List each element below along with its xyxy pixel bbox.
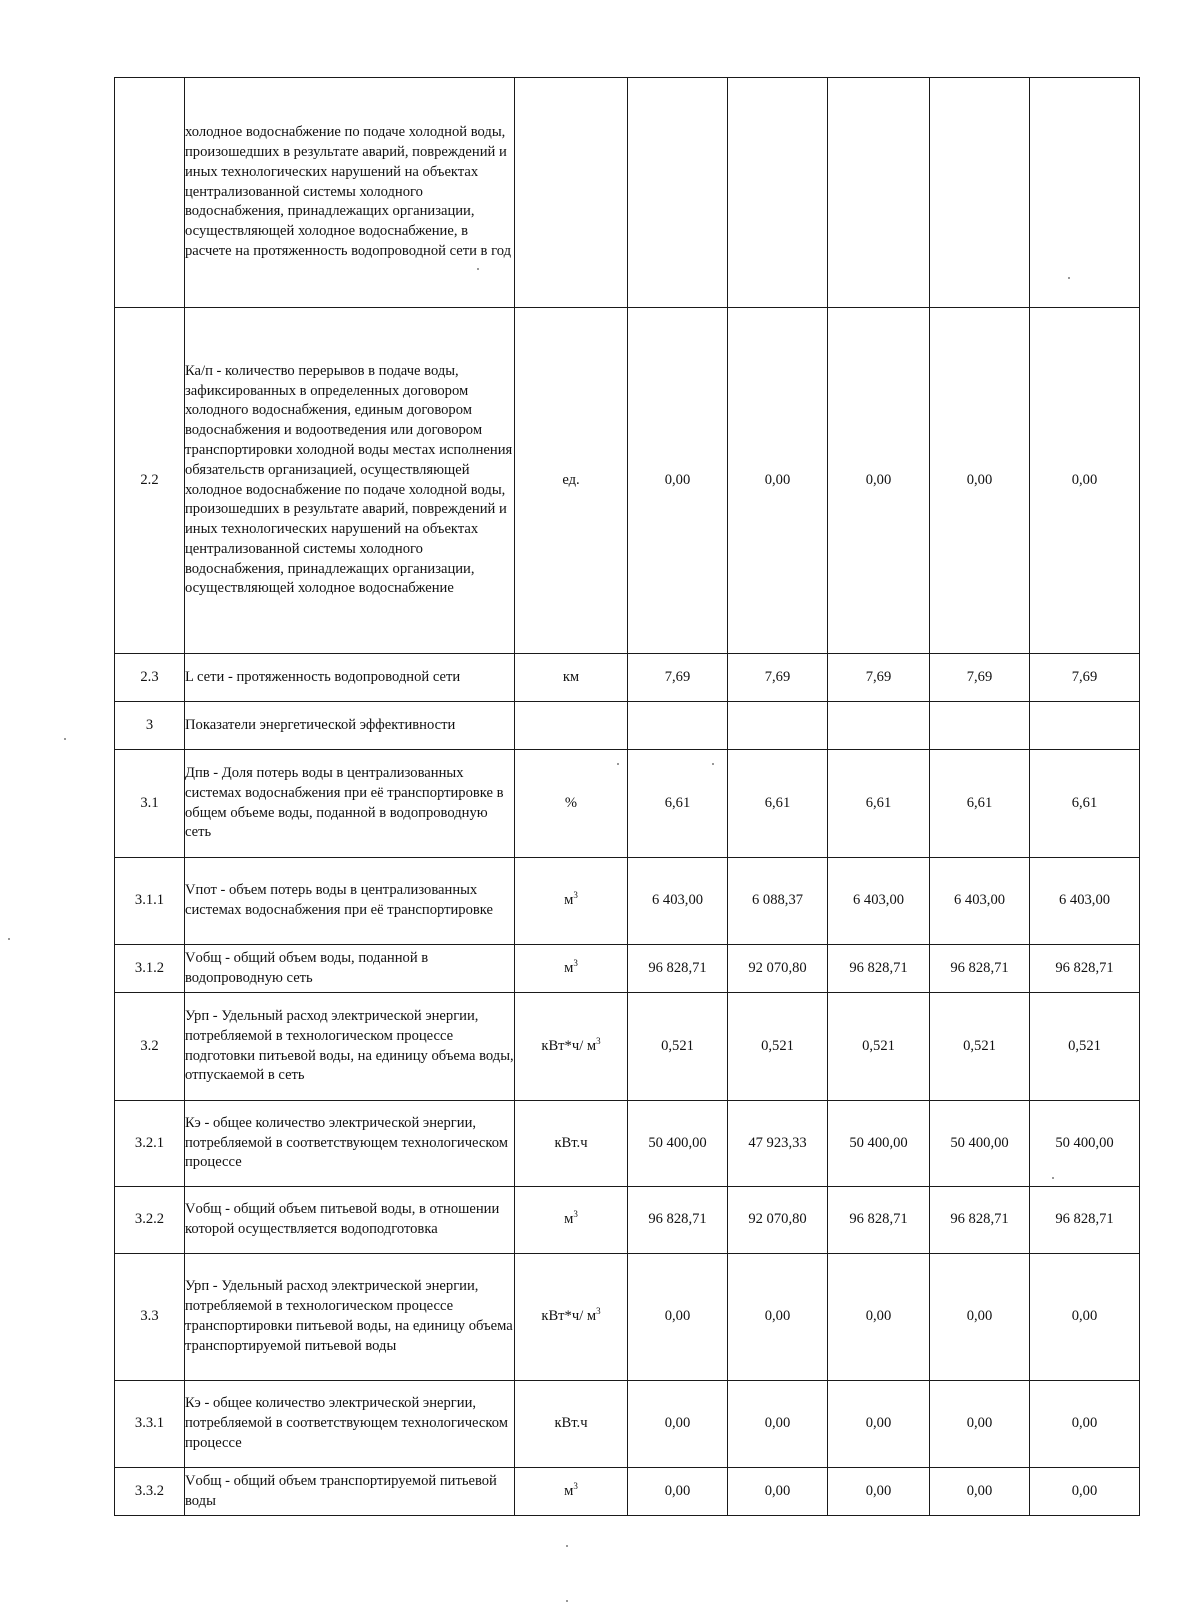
value-cell-3: 0,00 (828, 1381, 930, 1468)
value-cell-4: 96 828,71 (930, 945, 1030, 993)
unit-label: ед. (562, 471, 580, 488)
table-row (115, 308, 1140, 654)
row-number-cell: 3.3.2 (115, 1468, 185, 1516)
value-cell-2: 92 070,80 (728, 1187, 828, 1254)
value-cell-3: 50 400,00 (828, 1101, 930, 1187)
row-number-cell: 3.2 (115, 993, 185, 1101)
value-cell-2: 7,69 (728, 654, 828, 702)
unit-superscript: 3 (596, 1306, 601, 1317)
value-cell-1 (628, 78, 728, 308)
value-cell-4: 6,61 (930, 750, 1030, 858)
unit-superscript: 3 (573, 1209, 578, 1220)
indicators-table (114, 77, 1140, 1516)
indicator-description-cell: Урп - Удельный расход электрической энергии, потребляемой в технологическом процессе подготовки питьевой воды, на единицу объема воды, отпускаемой в сеть (185, 993, 515, 1101)
indicator-description-cell: L сети - протяженность водопроводной сети (185, 654, 515, 702)
row-number-cell: 3.1 (115, 750, 185, 858)
table-row (115, 858, 1140, 945)
unit-label: м (564, 959, 574, 976)
value-cell-4 (930, 78, 1030, 308)
unit-superscript: 3 (573, 957, 578, 968)
table-row (115, 1101, 1140, 1187)
unit-label: кВт.ч (554, 1415, 588, 1432)
value-cell-4 (930, 702, 1030, 750)
value-cell-5: 96 828,71 (1030, 1187, 1140, 1254)
value-cell-1: 0,00 (628, 1381, 728, 1468)
value-cell-2: 6 088,37 (728, 858, 828, 945)
value-cell-5: 0,00 (1030, 1468, 1140, 1516)
value-cell-3: 0,521 (828, 993, 930, 1101)
scan-speck (1052, 1177, 1054, 1179)
value-cell-1: 0,00 (628, 1468, 728, 1516)
indicator-description-cell: Дпв - Доля потерь воды в централизованных системах водоснабжения при её транспортировке в общем объеме воды, поданной в водопроводную сеть (185, 750, 515, 858)
table-row (115, 1187, 1140, 1254)
unit-cell (515, 1254, 628, 1381)
table-row (115, 945, 1140, 993)
value-cell-4: 96 828,71 (930, 1187, 1030, 1254)
value-cell-5 (1030, 78, 1140, 308)
row-number-cell: 3.2.2 (115, 1187, 185, 1254)
unit-label: м (564, 1211, 574, 1228)
value-cell-1: 0,00 (628, 308, 728, 654)
scan-speck (566, 1600, 568, 1602)
value-cell-5: 6,61 (1030, 750, 1140, 858)
value-cell-5: 0,00 (1030, 1254, 1140, 1381)
value-cell-5 (1030, 702, 1140, 750)
unit-cell (515, 750, 628, 858)
unit-superscript: 3 (573, 890, 578, 901)
indicator-description-cell: Vпот - объем потерь воды в централизованных системах водоснабжения при её транспортировке (185, 858, 515, 945)
value-cell-2: 47 923,33 (728, 1101, 828, 1187)
value-cell-1: 6 403,00 (628, 858, 728, 945)
unit-label: м (564, 892, 574, 909)
value-cell-5: 96 828,71 (1030, 945, 1140, 993)
table-row (115, 1254, 1140, 1381)
table-row (115, 654, 1140, 702)
value-cell-2: 0,00 (728, 308, 828, 654)
unit-label: м (564, 1482, 574, 1499)
value-cell-4: 50 400,00 (930, 1101, 1030, 1187)
row-number-cell: 3.3 (115, 1254, 185, 1381)
value-cell-2: 6,61 (728, 750, 828, 858)
value-cell-2 (728, 702, 828, 750)
unit-cell (515, 1468, 628, 1516)
row-number-cell: 2.3 (115, 654, 185, 702)
indicator-description-cell: Ка/п - количество перерывов в подаче воды, зафиксированных в определенных договором холодного водоснабжения, единым договором водоснабжения и водоотведения или договором транспортировки холодной воды местах исполнения обязательств организацией, осуществляющей холодное водоснабжение по подаче холодной воды, произошедших в результате аварий, повреждений и иных технологических нарушений на объектах централизованной системы холодного водоснабжения, принадлежащих организации, осуществляющей холодное водоснабжение (185, 308, 515, 654)
unit-cell (515, 945, 628, 993)
unit-superscript: 3 (596, 1035, 601, 1046)
value-cell-2: 0,00 (728, 1468, 828, 1516)
unit-cell (515, 1381, 628, 1468)
table-body (115, 78, 1140, 1516)
row-number-cell: 3.1.1 (115, 858, 185, 945)
unit-label: км (562, 668, 580, 685)
value-cell-3: 96 828,71 (828, 945, 930, 993)
value-cell-3: 7,69 (828, 654, 930, 702)
value-cell-3: 6 403,00 (828, 858, 930, 945)
value-cell-4: 6 403,00 (930, 858, 1030, 945)
scan-speck (64, 738, 66, 740)
unit-cell (515, 1101, 628, 1187)
value-cell-4: 0,00 (930, 308, 1030, 654)
unit-cell (515, 858, 628, 945)
row-number-cell: 2.2 (115, 308, 185, 654)
table-row (115, 78, 1140, 308)
indicator-description-cell: холодное водоснабжение по подаче холодной воды, произошедших в результате аварий, повреждений и иных технологических нарушений на объектах централизованной системы холодного водоснабжения, принадлежащих организации, осуществляющей холодное водоснабжение, в расчете на протяженность водопроводной сети в год (185, 78, 515, 308)
value-cell-2: 92 070,80 (728, 945, 828, 993)
indicator-description-cell: Vобщ - общий объем транспортируемой питьевой воды (185, 1468, 515, 1516)
indicator-description-cell: Урп - Удельный расход электрической энергии, потребляемой в технологическом процессе транспортировки питьевой воды, на единицу объема транспортируемой питьевой воды (185, 1254, 515, 1381)
unit-cell (515, 1187, 628, 1254)
value-cell-5: 0,521 (1030, 993, 1140, 1101)
value-cell-5: 50 400,00 (1030, 1101, 1140, 1187)
value-cell-2: 0,521 (728, 993, 828, 1101)
value-cell-4: 0,00 (930, 1468, 1030, 1516)
value-cell-4: 0,00 (930, 1254, 1030, 1381)
unit-cell (515, 308, 628, 654)
value-cell-5: 0,00 (1030, 308, 1140, 654)
value-cell-1: 6,61 (628, 750, 728, 858)
unit-label: % (564, 794, 578, 811)
value-cell-1: 50 400,00 (628, 1101, 728, 1187)
value-cell-3: 0,00 (828, 308, 930, 654)
indicator-description-cell: Кэ - общее количество электрической энергии, потребляемой в соответствующем технологическом процессе (185, 1101, 515, 1187)
table-row (115, 1381, 1140, 1468)
value-cell-1 (628, 702, 728, 750)
scan-speck (477, 268, 479, 270)
value-cell-1: 7,69 (628, 654, 728, 702)
value-cell-1: 96 828,71 (628, 1187, 728, 1254)
table-row (115, 993, 1140, 1101)
value-cell-3: 96 828,71 (828, 1187, 930, 1254)
scan-speck (617, 763, 619, 765)
indicator-description-cell: Кэ - общее количество электрической энергии, потребляемой в соответствующем технологическом процессе (185, 1381, 515, 1468)
value-cell-3 (828, 78, 930, 308)
value-cell-3: 6,61 (828, 750, 930, 858)
scan-speck (712, 763, 714, 765)
unit-cell (515, 78, 628, 308)
row-number-cell: 3 (115, 702, 185, 750)
value-cell-1: 96 828,71 (628, 945, 728, 993)
unit-superscript: 3 (573, 1480, 578, 1491)
row-number-cell (115, 78, 185, 308)
unit-cell (515, 993, 628, 1101)
value-cell-4: 0,521 (930, 993, 1030, 1101)
value-cell-3: 0,00 (828, 1254, 930, 1381)
value-cell-5: 0,00 (1030, 1381, 1140, 1468)
value-cell-2 (728, 78, 828, 308)
indicator-description-cell: Показатели энергетической эффективности (185, 702, 515, 750)
table-row (115, 1468, 1140, 1516)
indicator-description-cell: Vобщ - общий объем воды, поданной в водопроводную сеть (185, 945, 515, 993)
scan-speck (1068, 277, 1070, 279)
value-cell-5: 7,69 (1030, 654, 1140, 702)
value-cell-5: 6 403,00 (1030, 858, 1140, 945)
scan-speck (566, 1545, 568, 1547)
value-cell-3 (828, 702, 930, 750)
unit-label: кВт*ч/ м (541, 1308, 597, 1325)
value-cell-4: 7,69 (930, 654, 1030, 702)
value-cell-3: 0,00 (828, 1468, 930, 1516)
value-cell-4: 0,00 (930, 1381, 1030, 1468)
unit-cell (515, 702, 628, 750)
unit-cell (515, 654, 628, 702)
unit-label: кВт.ч (554, 1134, 588, 1151)
row-number-cell: 3.1.2 (115, 945, 185, 993)
table-row (115, 750, 1140, 858)
value-cell-1: 0,00 (628, 1254, 728, 1381)
scan-speck (8, 938, 10, 940)
value-cell-2: 0,00 (728, 1254, 828, 1381)
value-cell-2: 0,00 (728, 1381, 828, 1468)
row-number-cell: 3.3.1 (115, 1381, 185, 1468)
unit-label: кВт*ч/ м (541, 1037, 597, 1054)
table-row (115, 702, 1140, 750)
indicator-description-cell: Vобщ - общий объем питьевой воды, в отношении которой осуществляется водоподготовка (185, 1187, 515, 1254)
row-number-cell: 3.2.1 (115, 1101, 185, 1187)
value-cell-1: 0,521 (628, 993, 728, 1101)
